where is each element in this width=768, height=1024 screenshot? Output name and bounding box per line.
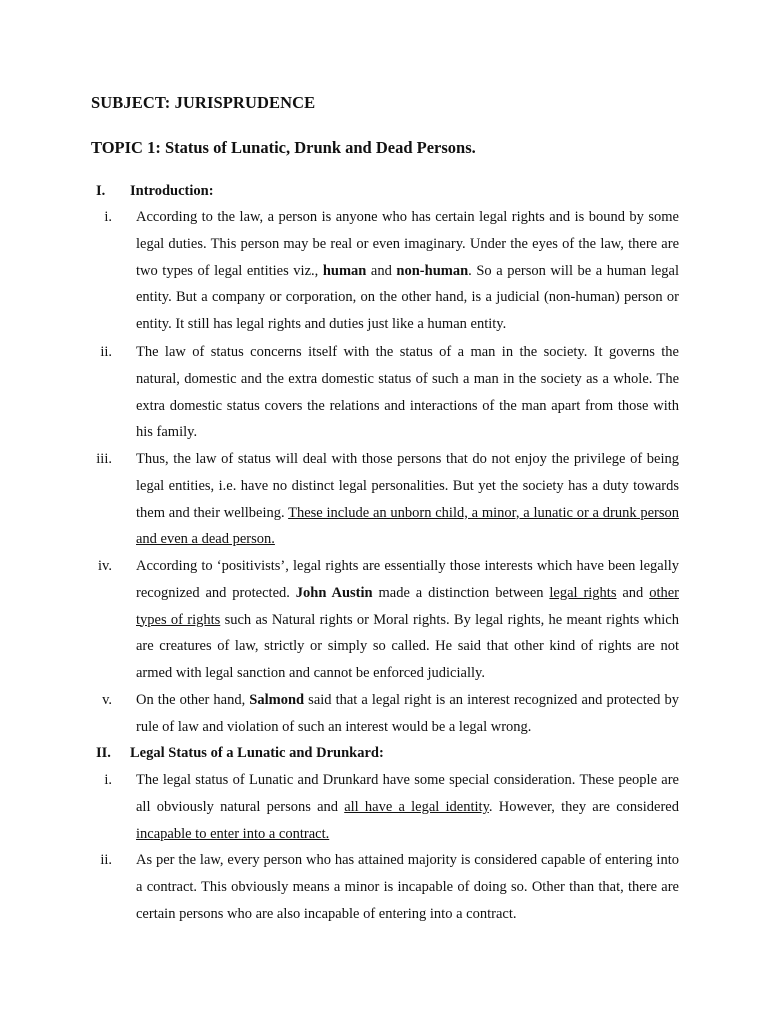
item-number: iii. [96, 451, 112, 467]
section-heading-introduction [0, 178, 768, 205]
section-title: Legal Status of a Lunatic and Drunkard: [130, 745, 384, 761]
item-number: iv. [98, 558, 112, 574]
section-heading-lunatic-drunkard [0, 740, 768, 767]
item-number: ii. [100, 344, 112, 360]
item-number: v. [102, 692, 112, 708]
section-number: II. [96, 745, 111, 761]
item-text: As per the law, every person who has attained majority is considered capable of entering into a contract. This obviously means a minor is incapable of doing so. Other than that, there are certain persons who are also incapable of entering into a contract. [136, 852, 679, 922]
item-text: Thus, the law of status will deal with those persons that do not enjoy the privilege of being legal entities, i.e. have no distinct legal personalities. But yet the society has a duty towards them and their wellbeing. These include an unborn child, a minor, a lunatic or a drunk person and even a dead person. [136, 451, 679, 548]
item-number: i. [104, 772, 112, 788]
subject-heading: SUBJECT: JURISPRUDENCE [91, 93, 316, 112]
item-text: According to ‘positivists’, legal rights are essentially those interests which have been legally recognized and protected. John Austin made a distinction between legal rights and other types of rights such as Natural rights or Moral rights. By legal rights, he meant rights which are creatures of law, strictly or simply so called. He said that other kind of rights are not armed with legal sanction and cannot be enforced judicially. [136, 558, 679, 682]
section-title: Introduction: [130, 183, 214, 199]
item-text: The law of status concerns itself with the status of a man in the society. It governs the natural, domestic and the extra domestic status of such a man in the society as a whole. The extra domestic status covers the relations and interactions of the man apart from those with his family. [136, 344, 679, 441]
item-text: According to the law, a person is anyone who has certain legal rights and is bound by some legal duties. This person may be real or even imaginary. Under the eyes of the law, there are two types of legal entities viz., human and non-human. So a person will be a human legal entity. But a company or corporation, on the other hand, is a judicial (non-human) person or entity. It still has legal rights and duties just like a human entity. [136, 209, 679, 333]
item-text: The legal status of Lunatic and Drunkard have some special consideration. These people are all obviously natural persons and all have a legal identity. However, they are considered incapable to enter into a contract. [136, 772, 679, 842]
section-number: I. [96, 183, 106, 199]
item-text: On the other hand, Salmond said that a legal right is an interest recognized and protected by rule of law and violation of such an interest would be a legal wrong. [136, 692, 679, 735]
item-number: ii. [100, 852, 112, 868]
topic-heading: TOPIC 1: Status of Lunatic, Drunk and Dead Persons. [91, 138, 476, 157]
item-number: i. [104, 209, 112, 225]
